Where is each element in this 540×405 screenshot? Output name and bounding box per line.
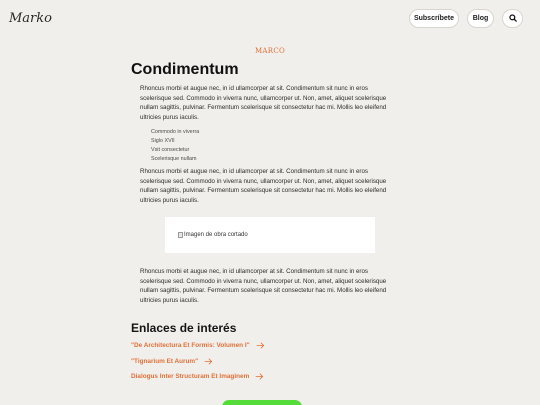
page-title: Condimentum (131, 61, 239, 78)
site-header (0, 0, 540, 38)
broken-image-icon (178, 232, 183, 238)
arrow-right-icon (256, 342, 265, 349)
arrow-right-icon (204, 358, 213, 365)
article-paragraph: Rhoncus morbi et augue nec, in id ullamcorper at sit. Condimentum sit nunc in eros scelerisque sed. Commodo in viverra nunc, ullamcorper ut. Non, amet, aliquet scelerisque nullam sagittis, pulvinar. Fermentum scelerisque sit consectetur hac mi. Mollis leo eleifend ultricies purus iaculis. (140, 168, 387, 204)
article-paragraph: Rhoncus morbi et augue nec, in id ullamcorper at sit. Condimentum sit nunc in eros scelerisque sed. Commodo in viverra nunc, ullamcorper ut. Non, amet, aliquet scelerisque nullam sagittis, pulvinar. Fermentum scelerisque sit consectetur hac mi. Mollis leo eleifend ultricies purus iaculis. (140, 268, 387, 304)
cta-button[interactable] (222, 400, 302, 405)
article-list (151, 128, 199, 164)
site-logo[interactable]: Marko (9, 11, 52, 26)
image-alt-text: Imagen de obra cortado (184, 232, 248, 238)
search-icon (509, 14, 517, 24)
search-button[interactable] (502, 9, 523, 28)
article-image (165, 217, 375, 253)
list-item: Scelerisque nullam (151, 156, 197, 162)
subscribe-button[interactable]: Subscríbete (409, 9, 459, 28)
link-tignarium[interactable]: "Tignarium Et Aurum" (131, 358, 213, 365)
article-paragraph: Rhoncus morbi et augue nec, in id ullamcorper at sit. Condimentum sit nunc in eros scelerisque sed. Commodo in viverra nunc, ullamcorper ut. Non, amet, aliquet scelerisque nullam sagittis, pulvinar. Fermentum scelerisque sit consectetur hac mi. Mollis leo eleifend ultricies purus iaculis. (140, 85, 387, 121)
blog-button[interactable]: Blog (467, 9, 494, 28)
list-item: Vsit consectetur (151, 147, 190, 153)
list-item: Commodo in viverra (151, 129, 200, 135)
link-de-architectura[interactable]: "De Architectura Et Formis: Volumen I" (131, 342, 265, 349)
arrow-right-icon (255, 373, 264, 380)
list-item: Siglo XVII (151, 138, 175, 144)
links-heading: Enlaces de interés (131, 321, 237, 335)
link-dialogus[interactable]: Dialogus Inter Structuram Et Imaginem (131, 373, 264, 380)
article-category: MARCO (254, 47, 286, 55)
